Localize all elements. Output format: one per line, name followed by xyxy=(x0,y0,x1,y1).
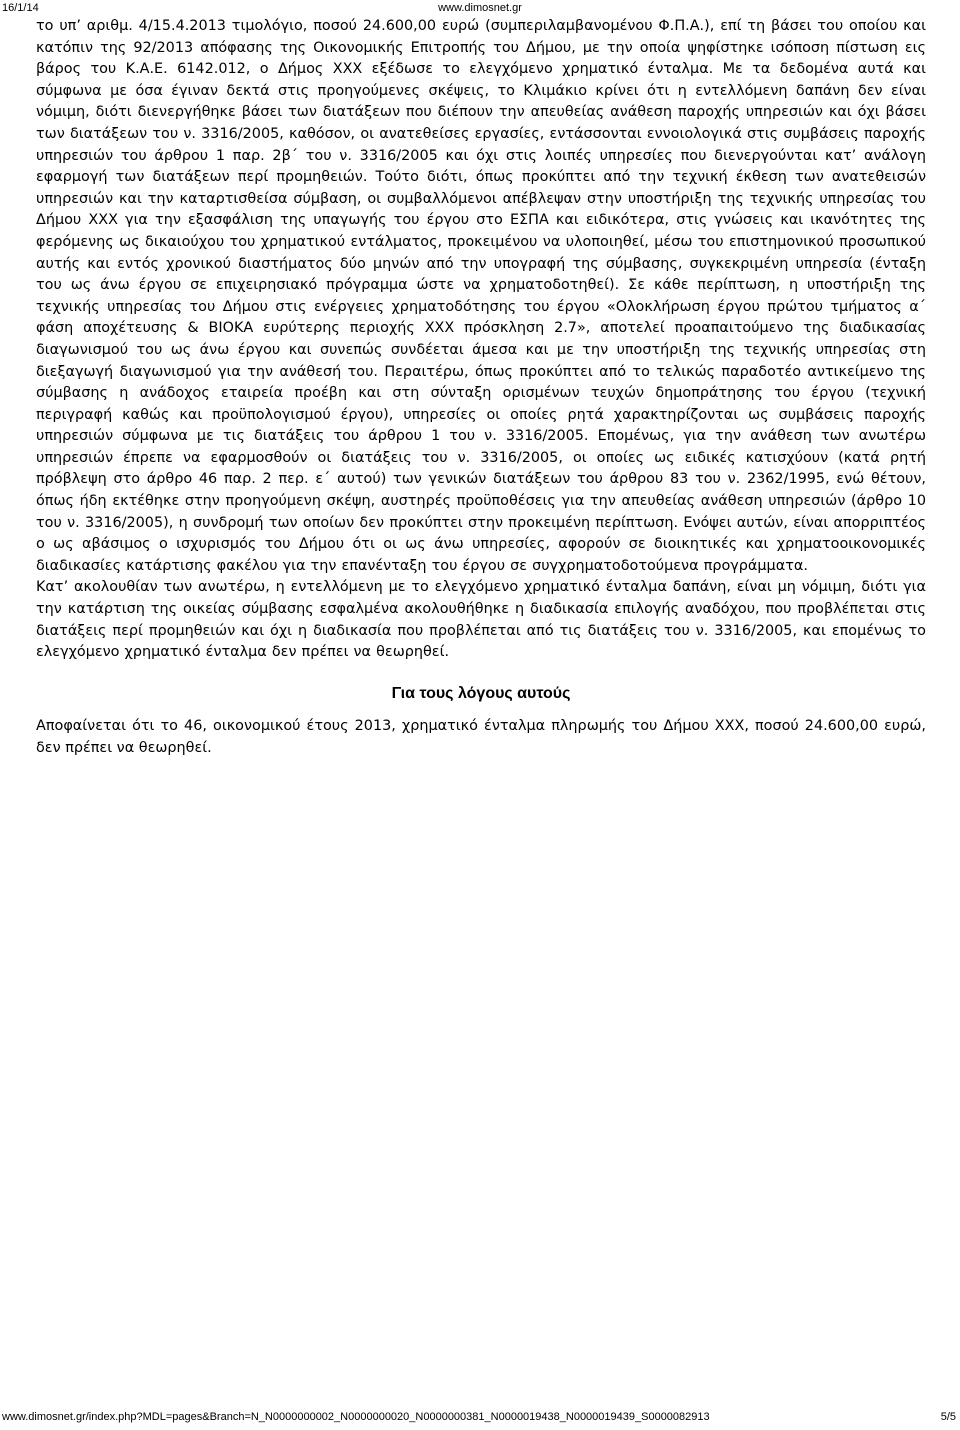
section-heading: Για τους λόγους αυτούς xyxy=(391,684,571,702)
paragraph-reasoning: το υπ’ αριθμ. 4/15.4.2013 τιμολόγιο, ποσού 24.600,00 ευρώ (συμπεριλαμβανομένου Φ.Π.Α.), επί τη βάσει του οποίου και κατόπιν της 92/2013 απόφασης της Οικονομικής Επιτροπής του Δήμου, με την οποία ψηφίστηκε ισόποση πίστωση εις βάρος του Κ.Α.Ε. 6142.012, ο Δήμος ΧΧΧ εξέδωσε το ελεγχόμενο χρηματικό ένταλμα. Με τα δεδομένα αυτά και σύμφωνα με όσα έγιναν δεκτά στις προηγούμενες σκέψεις, το Κλιμάκιο κρίνει ότι η εντελλόμενη δαπάνη δεν είναι νόμιμη, διότι διενεργήθηκε βάσει των διατάξεων που διέπουν την απευθείας ανάθεση παροχής υπηρεσιών και όχι βάσει των διατάξεων του ν. 3316/2005, καθόσον, οι ανατεθείσες εργασίες, εντάσσονται εννοιολογικά στις συμβάσεις παροχής υπηρεσιών του άρθρου 1 παρ. 2β΄ του ν. 3316/2005 και όχι στις λοιπές υπηρεσίες που διενεργούνται κατ’ ανάλογη εφαρμογή των διατάξεων περί προμηθειών. Τούτο διότι, όπως προκύπτει από την τεχνική έκθεση των ανατεθεισών υπηρεσιών και την καταρτισθείσα σύμβαση, οι συμβαλλόμενοι απέβλεψαν στην υποστήριξη της τεχνικής υπηρεσίας του Δήμου ΧΧΧ για την εξασφάλιση της υπαγωγής του έργου στο ΕΣΠΑ και ειδικότερα, στις γνώσεις και ικανότητες της φερόμενης ως δικαιούχου του χρηματικού εντάλματος, προκειμένου να υλοποιηθεί, μέσω του επιστημονικού προσωπικού αυτής και εντός χρονικού διαστήματος δύο μηνών από την υπογραφή της σύμβασης, συγκεκριμένη υπηρεσία (ένταξη του ως άνω έργου σε επιχειρησιακό πρόγραμμα ώστε να χρηματοδοτηθεί). Σε κάθε περίπτωση, η υποστήριξη της τεχνικής υπηρεσίας του Δήμου στις ενέργειες χρηματοδότησης του έργου «Ολοκλήρωση έργου πρώτου τμήματος α΄ φάση αποχέτευσης & ΒΙΟΚΑ ευρύτερης περιοχής ΧΧΧ πρόσκληση 2.7», αποτελεί προαπαιτούμενο της διαδικασίας διαγωνισμού του ως άνω έργου και συνεπώς συνδέεται άμεσα και με την υποστήριξη της τεχνικής υπηρεσίας στη διεξαγωγή διαγωνισμού για την ανάθεσή του. Περαιτέρω, όπως προκύπτει από το τελικώς παραδοτέο αντικείμενο της σύμβασης η ανάδοχος εταιρεία προέβη και στη σύνταξη ορισμένων τευχών δημοπράτησης του έργου (τεχνική περιγραφή καθώς και προϋπολογισμού έργου), υπηρεσίες οι οποίες ρητά χαρακτηρίζονται ως συμβάσεις παροχής υπηρεσιών σύμφωνα με τις διατάξεις του άρθρου 1 του ν. 3316/2005. Επομένως, για την ανάθεση των ανωτέρω υπηρεσιών έπρεπε να εφαρμοσθούν οι διατάξεις του ν. 3316/2005, οι οποίες ως ειδικές κατισχύουν (κατά ρητή πρόβλεψη στο άρθρο 46 παρ. 2 περ. ε΄ αυτού) των γενικών διατάξεων του άρθρου 83 του ν. 2362/1995, ενώ θέτουν, όπως ήδη εκτέθηκε στην προηγούμενη σκέψη, αυστηρές προϋποθέσεις για την απευθείας ανάθεση υπηρεσιών (άρθρο 10 του ν. 3316/2005), η συνδρομή των οποίων δεν προκύπτει στην προκειμένη περίπτωση. Ενόψει αυτών, είναι απορριπτέος ο ως αβάσιμος ο ισχυρισμός του Δήμου ότι οι ως άνω υπηρεσίες, αφορούν σε διοικητικές και χρηματοοικονομικές διαδικασίες κατάρτισης φακέλου για την επανένταξη του έργου σε συγχρηματοδοτούμενα προγράμματα. xyxy=(36,18,932,574)
header-site: www.dimosnet.gr xyxy=(438,2,522,14)
footer-url: www.dimosnet.gr/index.php?MDL=pages&Branch=N_N0000000002_N0000000020_N0000000381_N0000019438_N0000019439_S0000082913 xyxy=(2,1411,710,1423)
document-body xyxy=(36,16,932,759)
footer-page-number: 5/5 xyxy=(940,1411,956,1423)
paragraph-conclusion: Κατ’ ακολουθίαν των ανωτέρω, η εντελλόμενη με το ελεγχόμενο χρηματικό ένταλμα δαπάνη, είναι μη νόμιμη, διότι για την κατάρτιση της οικείας σύμβασης εσφαλμένα ακολουθήθηκε η διαδικασία επιλογής αναδόχου, που προβλέπεται στις διατάξεις περί προμηθειών και όχι η διαδικασία που προβλέπεται από τις διατάξεις του ν. 3316/2005, και επομένως το ελεγχόμενο χρηματικό ένταλμα δεν πρέπει να θεωρηθεί. xyxy=(36,579,932,661)
decision-text: Αποφαίνεται ότι το 46, οικονομικού έτους 2013, χρηματικό ένταλμα πληρωμής του Δήμου ΧΧΧ, ποσού 24.600,00 ευρώ, δεν πρέπει να θεωρηθεί. xyxy=(36,717,931,756)
header-date: 16/1/14 xyxy=(2,2,39,14)
